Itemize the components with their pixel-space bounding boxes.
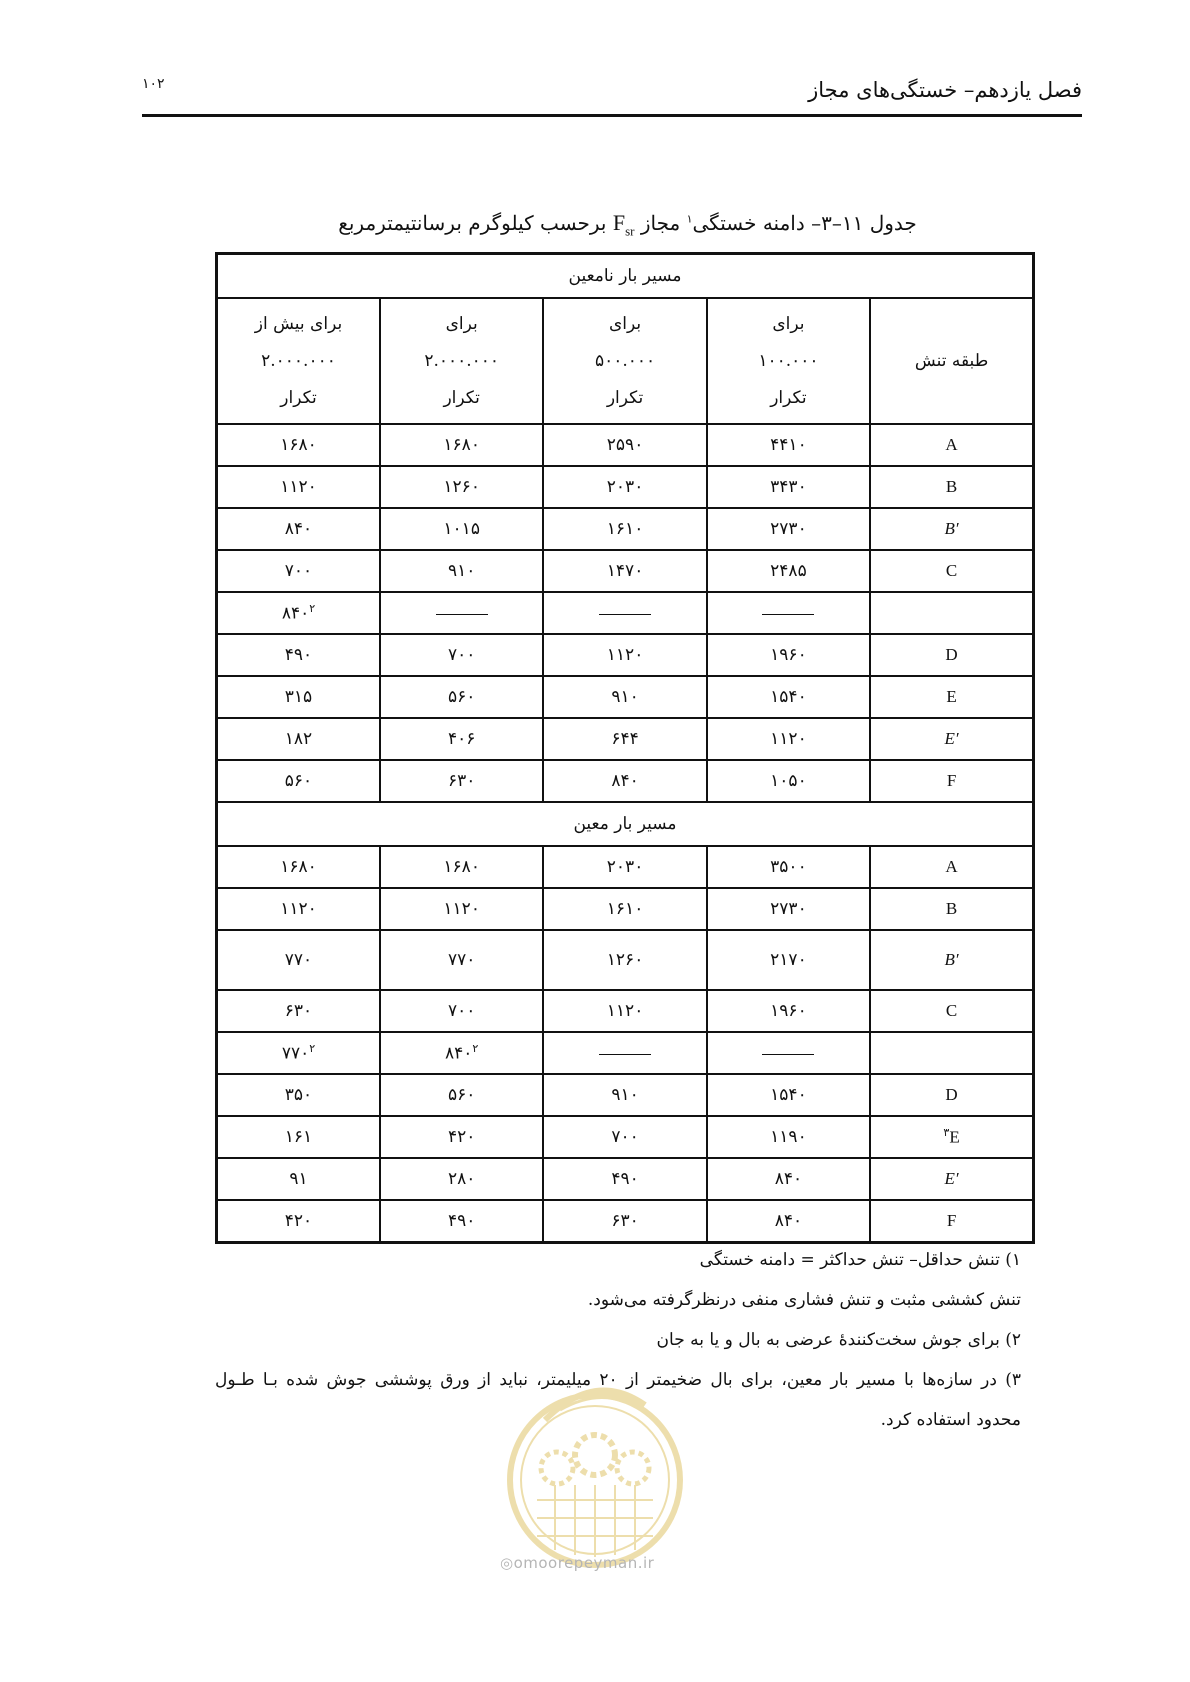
value-cell [217,718,381,760]
value-cell [707,1032,870,1074]
value-text: ۱۶۸۰ [280,435,317,455]
table-row [217,592,1034,634]
value-cell [543,1200,706,1243]
stress-class-label: D [945,645,958,664]
value-cell [543,846,706,888]
value-text: ۳۱۵ [284,687,313,707]
value-text: ۱۴۷۰ [606,561,644,581]
caption-suffix: برحسب کیلوگرم برسانتیمترمربع [338,211,607,235]
stress-class-label: F [946,771,957,790]
value-cell [543,1158,706,1200]
section-title: مسیر بار معین [217,802,1034,846]
value-text: ۱۱۲۰ [443,899,480,919]
header-col2 [543,298,706,424]
value-cell [380,718,543,760]
value-text: ۱۹۶۰ [770,645,807,665]
footnote-mark: ۲ [309,602,316,616]
value-cell [543,466,706,508]
stress-class-label: B′ [944,519,959,538]
value-text: ۱۱۹۰ [770,1127,807,1147]
value-text: ۵۶۰ [447,687,476,707]
footnote-3-continuation: محدود استفاده کرد. [880,1410,1021,1430]
stress-class-label: A [945,435,958,454]
value-text: ۴۴۱۰ [770,435,807,455]
value-cell [380,424,543,466]
footnote-1: ۱) تنش حداقل– تنش حداکثر = دامنه خستگی [699,1250,1021,1270]
value-text: ۶۴۴ [611,729,639,749]
value-text: ۲۱۷۰ [770,950,807,970]
stress-class-cell [870,888,1033,930]
value-text: ۲۷۳۰ [770,899,807,919]
value-cell [543,634,706,676]
footnote-1-continuation: تنش کششی مثبت و تنش فشاری منفی درنظرگرفته می‌شود. [587,1290,1021,1310]
value-cell [707,1074,870,1116]
value-text: ۶۳۰ [611,1211,639,1231]
value-text: ۹۱۰ [447,561,476,581]
value-cell [380,1116,543,1158]
value-text: ۸۴۰ [281,603,310,624]
stress-class-label: C [945,1001,958,1020]
table-row [217,424,1034,466]
caption-footnote-mark: ۱ [686,212,693,226]
value-text: ۸۴۰ [284,519,313,539]
value-cell [380,990,543,1032]
header-col2-line: برای [608,313,642,334]
stress-class-cell [870,424,1033,466]
value-text: ۴۲۰ [447,1127,476,1147]
value-cell [543,592,706,634]
stress-class-label: D [945,1085,958,1104]
caption-symbol-sub: sr [625,223,635,239]
value-cell [707,930,870,990]
stress-class-cell [870,1200,1033,1243]
value-cell [380,508,543,550]
table-row [217,466,1034,508]
value-cell [707,1116,870,1158]
value-cell [543,508,706,550]
stress-class-cell [870,930,1033,990]
table-row [217,930,1034,990]
value-cell [217,1074,381,1116]
value-text: ۲۷۳۰ [770,519,807,539]
value-text: ۷۰۰ [284,561,313,581]
dash-placeholder [599,613,651,615]
header-col2-line: تکرار [606,387,644,408]
value-cell [707,466,870,508]
value-cell [217,424,381,466]
stress-class-cell [870,634,1033,676]
stress-class-label: F [946,1211,957,1230]
stress-class-label: A [945,857,958,876]
caption-symbol [612,210,635,239]
footnote-3: ۳) در سازه‌ها با مسیر بار معین، برای بال ضخیمتر از ۲۰ میلیمتر، نباید از ورق پوششی جوش شده بـا طـول [215,1370,1022,1390]
table-row [217,718,1034,760]
value-text: ۹۱۰ [611,687,639,707]
value-text: ۶۳۰ [447,771,476,791]
value-text: ۲۵۹۰ [606,435,644,455]
section-title-row [217,254,1034,299]
value-text: ۱۶۱۰ [606,899,644,919]
stress-class-cell [870,676,1033,718]
value-text: ۳۵۰۰ [770,857,807,877]
stress-class-cell [870,550,1033,592]
table-row [217,1200,1034,1243]
value-text: ۱۶۸۰ [443,435,480,455]
value-cell [217,466,381,508]
value-cell [380,592,543,634]
value-text: ۸۴۰ [445,1043,473,1064]
stress-class-label: E [949,1127,960,1147]
value-cell [707,592,870,634]
value-cell [380,1074,543,1116]
value-cell [543,990,706,1032]
stress-class-label: B′ [944,950,959,969]
value-text: ۲۴۸۵ [770,561,807,581]
value-text: ۱۰۱۵ [443,519,480,539]
value-cell [543,550,706,592]
value-cell [543,1074,706,1116]
value-cell [217,508,381,550]
header-stress-class: طبقه تنش [870,298,1033,424]
header-col4-line: برای بیش از [254,313,343,334]
stress-class-cell [870,592,1033,634]
fatigue-range-table [215,252,1035,1244]
stress-class-cell [870,1116,1033,1158]
table-row [217,1032,1034,1074]
header-col4 [217,298,381,424]
footnote-mark: ۲ [309,1042,316,1056]
value-text: ۱۹۶۰ [770,1001,807,1021]
value-text: ۱۱۲۰ [280,899,317,919]
value-cell [380,888,543,930]
value-text: ۷۷۰ [284,950,313,970]
table-row [217,508,1034,550]
value-cell [217,760,381,802]
table-row [217,846,1034,888]
value-cell [217,1116,381,1158]
value-text: ۷۰۰ [447,1001,476,1021]
value-text: ۷۷۰ [447,950,476,970]
value-text: ۲۰۳۰ [606,477,644,497]
dash-placeholder [762,613,814,615]
stress-class-cell [870,466,1033,508]
value-text: ۶۳۰ [284,1001,313,1021]
value-cell [707,1200,870,1243]
value-cell [380,1200,543,1243]
value-cell [217,990,381,1032]
section-title: مسیر بار نامعین [217,254,1034,299]
value-text: ۱۵۴۰ [770,1085,807,1105]
value-cell [217,888,381,930]
value-cell [543,718,706,760]
value-cell [380,1158,543,1200]
value-text: ۱۲۶۰ [606,950,644,970]
table-row [217,888,1034,930]
value-cell [543,676,706,718]
header-col1-line: تکرار [770,387,807,408]
stress-class-label: E′ [944,729,959,748]
value-text: ۷۰۰ [611,1127,639,1147]
stress-class-cell [870,990,1033,1032]
value-cell [380,676,543,718]
value-text: ۸۴۰ [774,1169,803,1189]
value-cell [217,846,381,888]
table-row [217,1074,1034,1116]
value-cell [707,846,870,888]
value-text: ۹۱ [289,1169,308,1189]
value-text: ۴۰۶ [447,729,476,749]
table-row [217,760,1034,802]
header-col1-line: برای [772,313,805,334]
stress-class-cell [870,1032,1033,1074]
value-text: ۹۱۰ [611,1085,639,1105]
value-cell [217,1158,381,1200]
value-text: ۱۲۶۰ [443,477,480,497]
value-text: ۳۴۳۰ [770,477,807,497]
column-header-row [217,298,1034,424]
dash-placeholder [436,613,488,615]
value-cell [217,592,381,634]
value-cell [380,550,543,592]
value-text: ۱۶۱۰ [606,519,644,539]
header-col4-line: ۲.۰۰۰.۰۰۰ [261,350,336,371]
dash-placeholder [762,1053,814,1055]
value-cell [543,1116,706,1158]
value-cell [543,930,706,990]
watermark-url-text: omoorepeyman.ir [513,1554,655,1572]
table-caption [215,210,1040,239]
stress-class-label: E′ [944,1169,959,1188]
value-text: ۴۹۰ [284,645,313,665]
value-cell [707,760,870,802]
value-cell [707,888,870,930]
stress-class-label: B [945,899,958,918]
value-text: ۷۰۰ [447,645,476,665]
value-cell [380,466,543,508]
value-cell [707,676,870,718]
table-row [217,990,1034,1032]
stress-class-cell [870,760,1033,802]
header-col4-line: تکرار [280,387,317,408]
header-col3-line: تکرار [443,387,480,408]
header-col3-line: برای [445,313,478,334]
value-text: ۱۱۲۰ [606,1001,644,1021]
header-col1-line: ۱۰۰.۰۰۰ [758,350,819,371]
footnote-mark: ۲ [472,1042,479,1056]
value-text: ۱۱۲۰ [280,477,317,497]
value-cell [707,550,870,592]
value-text: ۸۴۰ [611,771,639,791]
value-text: ۷۷۰ [281,1043,310,1064]
header-col2-line: ۵۰۰.۰۰۰ [594,350,656,371]
stress-class-cell [870,718,1033,760]
stress-class-cell [870,1158,1033,1200]
value-cell [707,1158,870,1200]
value-text: ۸۴۰ [774,1211,803,1231]
page-header [142,62,1082,117]
watermark-url: ◎omoorepeyman.ir [500,1554,655,1572]
value-text: ۱۵۴۰ [770,687,807,707]
stress-class-cell [870,1074,1033,1116]
value-cell [217,1032,381,1074]
stress-class-label: B [945,477,958,496]
value-cell [707,424,870,466]
table-row [217,550,1034,592]
value-text: ۵۶۰ [284,771,313,791]
value-cell [543,760,706,802]
value-text: ۲۸۰ [447,1169,476,1189]
value-text: ۵۶۰ [447,1085,476,1105]
value-cell [380,760,543,802]
value-cell [380,634,543,676]
table-row [217,634,1034,676]
value-text: ۱۶۸۰ [443,857,480,877]
value-text: ۱۸۲ [284,729,313,749]
value-text: ۴۹۰ [611,1169,639,1189]
value-text: ۱۰۵۰ [770,771,807,791]
caption-prefix: جدول ۱۱–۳– دامنه خستگی [692,211,917,235]
table-row [217,1116,1034,1158]
page-number: ۱۰۲ [142,76,165,92]
value-cell [217,930,381,990]
stress-class-label: C [945,561,958,580]
header-col3-line: ۲.۰۰۰.۰۰۰ [424,350,500,371]
value-cell [543,1032,706,1074]
value-text: ۱۱۲۰ [770,729,807,749]
value-cell [707,508,870,550]
caption-symbol-main: F [612,210,626,235]
value-cell [380,1032,543,1074]
header-col3 [380,298,543,424]
dash-placeholder [599,1053,651,1055]
table-row [217,1158,1034,1200]
value-cell [217,1200,381,1243]
value-cell [707,718,870,760]
value-cell [217,634,381,676]
footnote-mark: ۳ [943,1127,950,1140]
value-cell [543,424,706,466]
value-cell [707,990,870,1032]
value-text: ۲۰۳۰ [606,857,644,877]
table-row [217,676,1034,718]
value-cell [707,634,870,676]
value-cell [380,930,543,990]
footnote-2: ۲) برای جوش سخت‌کنندهٔ عرضی به بال و یا به جان [656,1330,1021,1350]
caption-middle: مجاز [640,211,681,235]
section-title-row [217,802,1034,846]
stress-class-cell [870,508,1033,550]
value-cell [380,846,543,888]
value-text: ۳۵۰ [284,1085,313,1105]
value-text: ۱۶۸۰ [280,857,317,877]
value-text: ۴۹۰ [447,1211,476,1231]
value-cell [217,676,381,718]
stress-class-label: E [946,687,957,706]
chapter-title: فصل یازدهم– خستگی‌های مجاز [808,78,1082,102]
stress-class-cell [870,846,1033,888]
value-text: ۱۶۱ [284,1127,313,1147]
value-cell [217,550,381,592]
value-text: ۱۱۲۰ [606,645,644,665]
header-col1 [707,298,870,424]
value-cell [543,888,706,930]
value-text: ۴۲۰ [284,1211,313,1231]
